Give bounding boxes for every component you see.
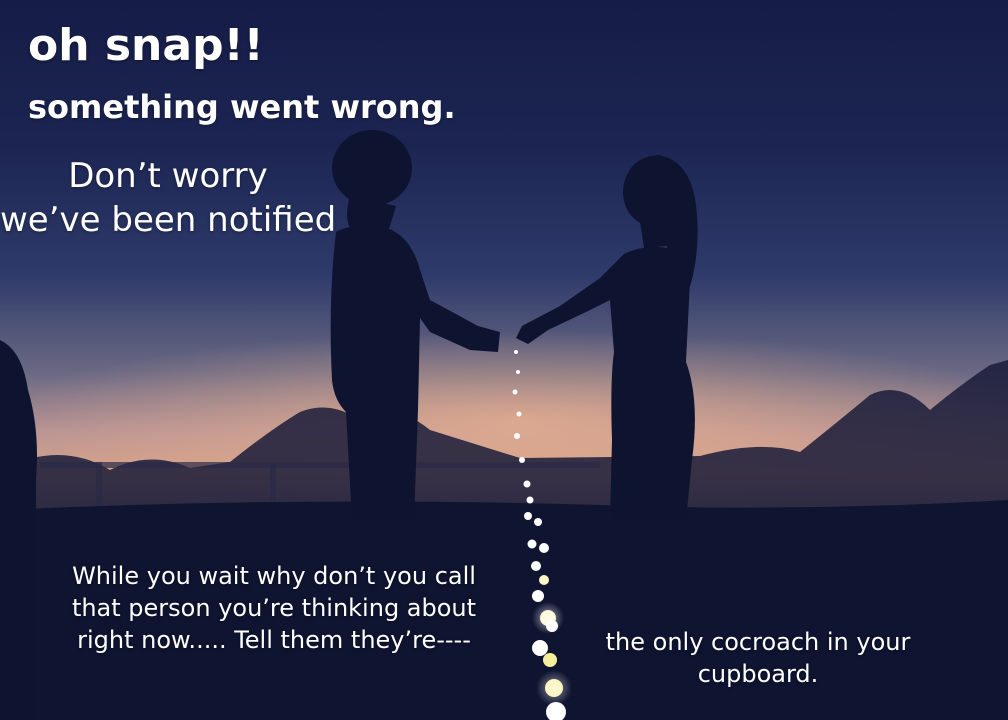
reassure-line-2: we’ve been notified <box>0 200 337 240</box>
reassure-line-1: Don’t worry <box>68 156 268 196</box>
wait-message: While you wait why don’t you call that person you’re thinking about right now..... Tell them they’re---- <box>71 562 477 654</box>
fence-post <box>96 462 102 510</box>
error-heading: oh snap!! <box>28 20 264 71</box>
punchline: the only cocroach in your cupboard. <box>605 628 911 688</box>
fence-rail <box>40 462 600 468</box>
error-subheading: something went wrong. <box>28 88 456 126</box>
